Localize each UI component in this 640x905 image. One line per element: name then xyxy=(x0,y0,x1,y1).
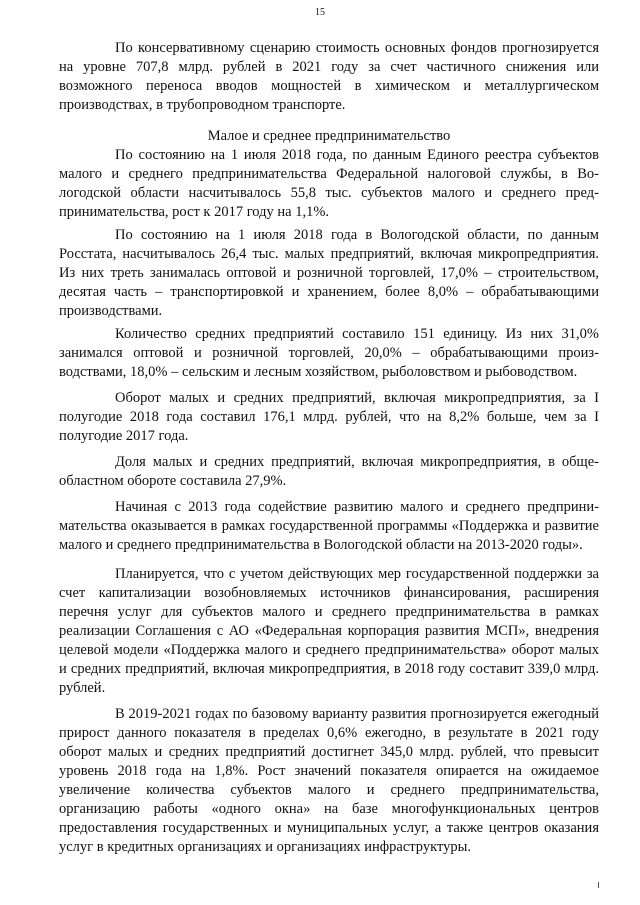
paragraph-fixed-assets-forecast: По консервативному сценарию стоимость основных фондов прогнозируется на уровне 707,8 млрд. рублей в 2021 году за счет частичного снижения или возможного переноса вводов мощностей в химическом и металлургическом производствах, в трубопроводном транспорте. xyxy=(59,40,599,113)
paragraph-sme-share: Доля малых и средних предприятий, включая микропредприятия, в общеобластном обороте составила 27,9%. xyxy=(59,454,599,489)
section-heading: Малое и среднее предпринимательство xyxy=(207,128,451,144)
paragraph-2019-2021-forecast: В 2019-2021 годах по базовому варианту развития прогнозируется ежегодный прирост данного показателя в пределах 0,6% ежегодно, в результате в 2021 году оборот малых и средних предприятий достигнет 345,0 млрд. рублей, что превысит уровень 2018 года на 1,8%. Рост значений показателя опирается на ожидаемое увеличение количества субъектов малого и среднего предпринимательства, организацию работы «одного окна» на базе многофункциональных центров предоставления государственных и муниципальных услуг, а также центров оказания услуг в кредитных организациях и организациях инфраструктуры. xyxy=(59,706,599,855)
paragraph-state-program: Начиная с 2013 года содействие развитию малого и среднего предпринимательства оказывается в рамках государственной программы «Поддержка и развитие малого и среднего предпринимательства в Вологодской области на 2013-2020 годы». xyxy=(59,499,599,553)
scan-mark xyxy=(598,882,599,888)
paragraph-small-enterprises: По состоянию на 1 июля 2018 года в Вологодской области, по данным Росстата, насчитывалось 26,4 тыс. малых предприятий, включая микропредприятия. Из них треть занималась оптовой и розничной торговлей, 17,0% – строительством, десятая часть – транспортировкой и хранением, более 8,0% – обрабатывающими производствами. xyxy=(59,227,599,319)
paragraph-sme-turnover: Оборот малых и средних предприятий, включая микропредприятия, за I полугодие 2018 года составил 176,1 млрд. рублей, что на 8,2% больше, чем за I полугодие 2017 года. xyxy=(59,390,599,444)
page-number: 15 xyxy=(315,7,325,18)
paragraph-medium-enterprises: Количество средних предприятий составило 151 единицу. Из них 31,0% занимался оптовой и розничной торговлей, 20,0% – обрабатывающими производствами, 18,0% – сельским и лесным хозяйством, рыболовством и рыбоводством. xyxy=(59,326,599,380)
paragraph-2018-plan: Планируется, что с учетом действующих мер государственной поддержки за счет капитализации возобновляемых источников финансирования, расширения перечня услуг для субъектов малого и среднего предпринимательства в рамках реализации Соглашения с АО «Федеральная корпорация развития МСП», внедрения целевой модели «Поддержка малого и среднего предпринимательства» оборот малых и средних предприятий, включая микропредприятия, в 2018 году составит 339,0 млрд. рублей. xyxy=(59,566,599,696)
paragraph-sme-registry: По состоянию на 1 июля 2018 года, по данным Единого реестра субъектов малого и среднего предпринимательства Федеральной налоговой службы, в Вологодской области насчитывалось 55,8 тыс. субъектов малого и среднего предпринимательства, рост к 2017 году на 1,1%. xyxy=(59,147,599,220)
page-body xyxy=(59,39,599,857)
